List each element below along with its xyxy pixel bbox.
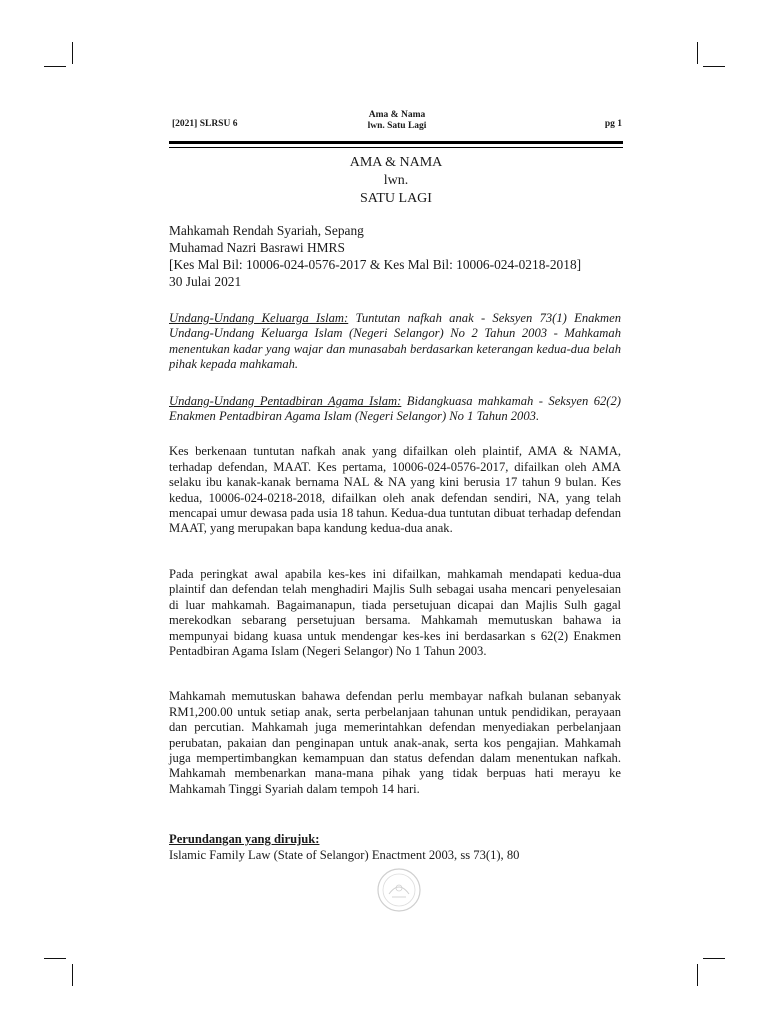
headnote-label: Undang-Undang Keluarga Islam: xyxy=(169,311,349,325)
header-rule-thin xyxy=(169,147,623,148)
crop-mark xyxy=(72,964,73,986)
title-line-1: AMA & NAMA xyxy=(349,155,443,170)
reference-item: Islamic Family Law (State of Selangor) Enactment 2003, ss 73(1), 80 xyxy=(169,847,520,862)
judgment-date: 30 Julai 2021 xyxy=(169,274,242,289)
crop-mark xyxy=(44,66,66,67)
headnote-label: Undang-Undang Pentadbiran Agama Islam: xyxy=(169,393,402,408)
summary-paragraph: Mahkamah memutuskan bahawa defendan perlu membayar nafkah bulanan sebanyak RM1,200.00 untuk setiap anak, serta perbelanjaan tahunan untuk pendidikan, perayaan dan percutian. Mahkamah juga memerintahkan defendan menyediakan perbelanjaan perubatan, pakaian dan penginapan untuk anak-anak, serta kos pengajian. Mahkamah juga mempertimbangkan kemampuan dan status defendan dalam menentukan nafkah. Mahkamah membenarkan mana-mana pihak yang tidak berpuas hati merayu ke Mahkamah Tinggi Syariah dalam tempoh 14 hari. xyxy=(169,689,621,796)
crop-mark xyxy=(703,66,725,67)
seal-watermark-icon xyxy=(375,866,423,914)
title-line-3: SATU LAGI xyxy=(360,191,432,206)
summary-paragraph: Kes berkenaan tuntutan nafkah anak yang difailkan oleh plaintif, AMA & NAMA, terhadap defendan, MAAT. Kes pertama, 10006-024-0576-2017, difailkan oleh AMA selaku ibu kanak-kanak bernama NAL & NA yang kini berusia 17 tahun 9 bulan. Kes kedua, 10006-024-0218-2018, difailkan oleh anak defendan sendiri, NA, yang telah mencapai umur dewasa pada usia 18 tahun. Kedua-dua tuntutan dibuat terhadap defendan MAAT, yang merupakan bapa kandung kedua-dua anak. xyxy=(169,444,621,536)
headnote-text: Tuntutan nafkah anak - Seksyen 73(1) Enakmen Undang-Undang Keluarga Islam (Negeri Selangor) No 2 Tahun 2003 - Mahkamah menentukan kadar yang wajar dan munasabah berdasarkan keterangan kedua-dua belah pihak kepada mahkamah. xyxy=(169,311,621,372)
running-header xyxy=(172,110,622,134)
page-number: pg 1 xyxy=(604,119,622,129)
crop-mark xyxy=(697,964,698,986)
headnote-text: Bidangkuasa mahkamah - Seksyen 62(2) Enakmen Pentadbiran Agama Islam (Negeri Selangor) No 1 Tahun 2003. xyxy=(169,393,621,424)
case-meta xyxy=(169,222,621,290)
document-body xyxy=(169,222,621,863)
judge-name: Muhamad Nazri Basrawi HMRS xyxy=(169,240,345,255)
header-case-name xyxy=(172,110,622,132)
summary-paragraph: Pada peringkat awal apabila kes-kes ini difailkan, mahkamah mendapati kedua-dua plaintif dan defendan telah menghadiri Majlis Sulh sebagai usaha mencari penyelesaian di luar mahkamah. Bagaimanapun, tiada persetujuan dicapai dan Majlis Sulh gagal merekodkan sebarang persetujuan bersama. Mahkamah memutuskan bahawa ia mempunyai bidang kuasa untuk mendengar kes-kes ini berdasarkan s 62(2) Enakmen Pentadbiran Agama Islam (Negeri Selangor) No 1 Tahun 2003. xyxy=(169,566,621,658)
crop-mark xyxy=(72,42,73,64)
citation: [2021] SLRSU 6 xyxy=(172,119,238,129)
crop-mark xyxy=(697,42,698,64)
crop-mark xyxy=(44,958,66,959)
court-name: Mahkamah Rendah Syariah, Sepang xyxy=(169,223,364,238)
crop-mark xyxy=(703,958,725,959)
case-title xyxy=(169,154,623,208)
header-line-1: Ama & Nama xyxy=(368,110,426,120)
title-line-2: lwn. xyxy=(383,173,409,188)
headnote xyxy=(169,311,621,373)
header-rule xyxy=(169,141,623,144)
case-numbers: [Kes Mal Bil: 10006-024-0576-2017 & Kes Mal Bil: 10006-024-0218-2018] xyxy=(169,257,582,272)
headnote xyxy=(169,394,621,425)
references-title: Perundangan yang dirujuk: xyxy=(169,832,320,847)
header-line-2: lwn. Satu Lagi xyxy=(367,121,427,131)
